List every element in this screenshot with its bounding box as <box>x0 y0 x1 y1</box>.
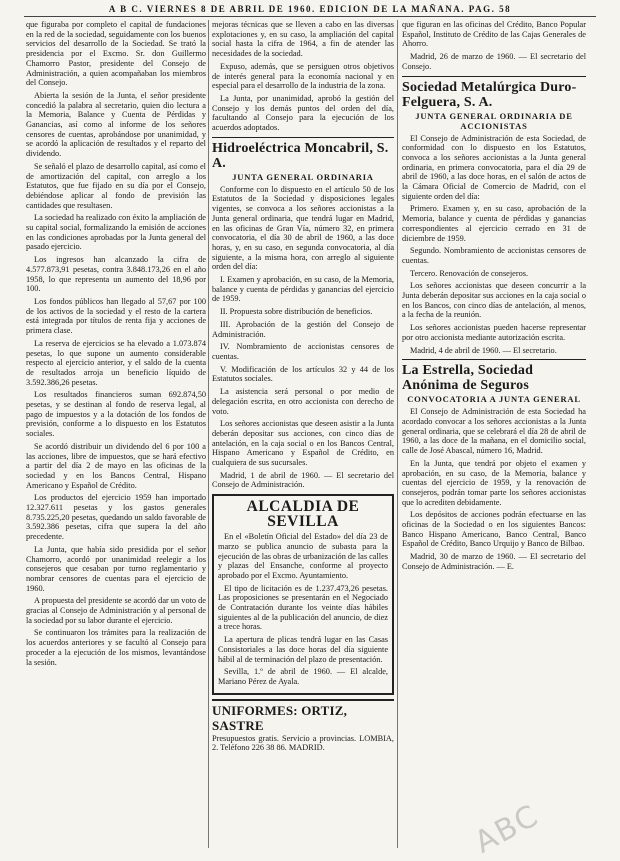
column-3 <box>402 20 586 848</box>
la-estrella-paragraph: Madrid, 30 de marzo de 1960. — El secretario del Consejo de Administración. — E. <box>402 552 586 571</box>
duro-felguera-paragraph: Los señores accionistas que deseen concurrir a la Junta deberán depositar sus acciones en la caja social o en los Bancos, con cinco días de antelación, al menos, a la fecha de la reunión. <box>402 281 586 320</box>
moncabril-title: Hidroeléctrica Moncabril, S. A. <box>212 140 389 171</box>
sevilla-notice-paragraph: El tipo de licitación es de 1.237.473,26 pesetas. Las proposiciones se presentarán en el Negociado de Contratación durante los veinte días hábiles siguientes al de la publicación del anuncio, de diez a trece horas. <box>218 583 388 632</box>
col1-paragraph: que figuraba por completo el capital de fundaciones en la red de la sociedad, seguidamente con los buenos servicios del desarrollo de la Sociedad. Se trató la presidencia por el Excmo. Sr. don Guillermo Chamorro Pastor, presidente del Consejo de Administración, a quien acompañaban los miembros del Consejo. <box>26 20 206 88</box>
col1-paragraph: Los resultados financieros suman 692.874,50 pesetas, y se destinan al fondo de reserva legal, al pago de impuestos y a la dotación de los fondos de previsión, conforme a lo dispuesto en los Estatutos sociales. <box>26 390 206 439</box>
col1-paragraph: La sociedad ha realizado con éxito la ampliación de su capital social, formalizando la emisión de acciones en las condiciones aprobadas por la Junta general del pasado ejercicio. <box>26 213 206 252</box>
column-rule-1 <box>208 20 209 848</box>
col1-paragraph: Los fondos públicos han llegado al 57,67 por 100 de los activos de la sociedad y el resto de la cartera está integrada por títulos de renta fija y acciones de primera clase. <box>26 296 206 336</box>
duro-felguera-subtitle: JUNTA GENERAL ORDINARIA DE ACCIONISTAS <box>415 110 573 131</box>
duro-felguera-paragraph: Segundo. Nombramiento de accionistas censores de cuentas. <box>402 246 586 265</box>
moncabril-paragraph: Los señores accionistas que deseen asistir a la Junta deberán depositar sus acciones, con cinco días de antelación, en la caja social o en los Bancos Central, Hispano Americano y Español de Crédito, en cualquiera de sus sucursales. <box>212 419 394 468</box>
moncabril-paragraph: Conforme con lo dispuesto en el artículo 50 de los Estatutos de la Sociedad y disposiciones legales vigentes, se convoca a los señores accionistas a la Junta general ordinaria, que tendrá lugar en Madrid, en las oficinas de Gran Vía, número 32, en primera convocatoria, el día 30 de abril de 1960, a las doce horas, y, en su caso, en segunda convocatoria, al día siguiente, a la misma hora, con arreglo al siguiente orden del día: <box>212 184 394 272</box>
col1-paragraph: Abierta la sesión de la Junta, el señor presidente concedió la palabra al secretario, quien dio lectura a la Memoria, Balance y Cuenta de Pérdidas y Ganancias, así como al informe de los señores censores de cuentas, aprobándose por unanimidad, y se acordó la aplicación de resultados y el reparto del dividendo. <box>26 90 206 159</box>
col1-paragraph: Se continuaron los trámites para la realización de los acuerdos anteriores y se facultó al Consejo para proceder a la ejecución de los mismos, levantándose la sesión. <box>26 628 206 667</box>
la-estrella-paragraph: Los depósitos de acciones podrán efectuarse en las oficinas de la Sociedad o en los siguientes Bancos: Banco Hispano Americano, Banco Central, Banco Español de Crédito, Banco Urquijo y Banco de Bilbao. <box>402 510 586 549</box>
col1-paragraph: A propuesta del presidente se acordó dar un voto de gracias al Consejo de Administración y al personal de la sociedad por su labor durante el ejercicio. <box>26 596 206 625</box>
duro-felguera-paragraph: Primero. Examen y, en su caso, aprobación de la Memoria, balance y cuenta de pérdidas y ganancias correspondientes al ejercicio cerrado en 31 de diciembre de 1959. <box>402 204 586 243</box>
sevilla-notice-title: ALCALDIA DE SEVILLA <box>246 498 360 531</box>
moncabril-paragraph: Madrid, 1 de abril de 1960. — El secretario del Consejo de Administración. <box>212 470 394 490</box>
col1-paragraph: La reserva de ejercicios se ha elevado a 1.073.874 pesetas, lo que supone un aumento considerable respecto al ejercicio anterior, y el saldo de la cuenta de resultados arroja un beneficio líquido de 3.592.386,26 pesetas. <box>26 338 206 387</box>
col3-paragraph: Madrid, 26 de marzo de 1960. — El secretario del Consejo. <box>402 52 586 71</box>
col1-paragraph: Los ingresos han alcanzado la cifra de 4.577.873,91 pesetas, contra 3.848.173,26 en el año 1958, lo que representa un aumento del 18,96 por 100. <box>26 255 206 294</box>
moncabril-paragraph: La asistencia será personal o por medio de delegación escrita, en otro accionista con derecho de voto. <box>212 387 394 416</box>
col2-paragraph: mejoras técnicas que se lleven a cabo en las diversas explotaciones y, en su caso, la ampliación del capital social hasta la cifra de 1964, a fin de atender las necesidades de la sociedad. <box>212 20 394 59</box>
col2-paragraph: Expuso, además, que se persiguen otros objetivos de interés general para la economía nacional y en especial para el desarrollo de la industria de la zona. <box>212 61 394 91</box>
uniformes-ad-text: Presupuestos gratis. Servicio a provincias. LOMBIA, 2. Teléfono 226 38 86. MADRID. <box>212 733 394 753</box>
uniformes-ad <box>212 699 394 753</box>
col1-paragraph: Se señaló el plazo de desarrollo capital, así como el de amortización del capital, con arreglo a los Estatutos, que fue fijado en su día por el Consejo, debiéndose aplicar al fondo de previsión las cantidades que resultasen. <box>26 161 206 210</box>
moncabril-subtitle: JUNTA GENERAL ORDINARIA <box>232 171 374 182</box>
la-estrella-paragraph: En la Junta, que tendrá por objeto el examen y aprobación, en su caso, de la Memoria, balance y cuentas del ejercicio de 1959, y la renovación de consejeros, podrán tomar parte los señores accionistas que lo acrediten debidamente. <box>402 458 586 507</box>
column-rule-2 <box>397 20 398 848</box>
moncabril-paragraph: II. Propuesta sobre distribución de beneficios. <box>220 307 373 317</box>
la-estrella-paragraph: El Consejo de Administración de esta Sociedad ha acordado convocar a los señores accionistas a la Junta general ordinaria, que se celebrará el día 28 de abril de 1960, a las doce de la mañana, en el domicilio social, calle de José Abascal, número 16, Madrid. <box>402 407 586 456</box>
col1-paragraph: La Junta, que había sido presidida por el señor Chamorro, acordó por unanimidad reelegir a los consejeros que cesaban por turno reglamentario y nombrar censores de cuentas para el ejercicio de 1960. <box>26 544 206 593</box>
moncabril-paragraph: IV. Nombramiento de accionistas censores de cuentas. <box>212 342 394 361</box>
duro-felguera-paragraph: Los señores accionistas pueden hacerse representar por otro accionista mediante autorización escrita. <box>402 323 586 342</box>
moncabril-paragraph: I. Examen y aprobación, en su caso, de la Memoria, balance y cuenta de pérdidas y ganancias del ejercicio de 1959. <box>212 275 394 304</box>
section-divider <box>402 76 586 77</box>
duro-felguera-paragraph: Madrid, 4 de abril de 1960. — El secretario. <box>410 345 557 355</box>
duro-felguera-paragraph: Tercero. Renovación de consejeros. <box>410 268 529 278</box>
uniformes-ad-title: UNIFORMES: ORTIZ, SASTRE <box>212 702 348 733</box>
duro-felguera-paragraph: El Consejo de Administración de esta Sociedad, de conformidad con lo dispuesto en los Estatutos, convoca a los señores accionistas a la Junta general ordinaria, en primera convocatoria, para el día 29 de abril de 1960, a las doce horas, en el salón de actos de la Cámara Oficial de Comercio de Madrid, con el siguiente orden del día: <box>402 133 586 201</box>
moncabril-paragraph: III. Aprobación de la gestión del Consejo de Administración. <box>212 319 394 339</box>
column-1 <box>26 20 206 848</box>
sevilla-notice-box <box>212 494 394 695</box>
la-estrella-title: La Estrella, Sociedad Anónima de Seguros <box>402 363 534 394</box>
section-divider <box>402 359 586 360</box>
col1-paragraph: Los productos del ejercicio 1959 han importado 12.327.611 pesetas y los gastos generales 8.735.225,20 pesetas, quedando un saldo favorable de 3.592.386 pesetas, cifra que supera la del año precedente. <box>26 493 206 542</box>
la-estrella-subtitle: CONVOCATORIA A JUNTA GENERAL <box>407 394 581 405</box>
page-header: A B C. VIERNES 8 DE ABRIL DE 1960. EDICION DE LA MAÑANA. PAG. 58 <box>24 4 596 17</box>
moncabril-paragraph: V. Modificación de los artículos 32 y 44 de los Estatutos sociales. <box>212 364 394 384</box>
col2-paragraph: La Junta, por unanimidad, aprobó la gestión del Consejo y los demás puntos del orden del día, facultando al Consejo para la ejecución de los acuerdos adoptados. <box>212 93 394 133</box>
abc-watermark: ABC <box>469 797 546 861</box>
sevilla-notice-paragraph: En el «Boletín Oficial del Estado» del día 23 de marzo se publica anuncio de subasta para la ejecución de las obras de urbanización de las calles y plazas del Ensanche, conforme al proyecto aprobado por el Excmo. Ayuntamiento. <box>218 532 389 580</box>
sevilla-notice-paragraph: Sevilla, 1.º de abril de 1960. — El alcalde, Mariano Pérez de Ayala. <box>218 667 388 686</box>
duro-felguera-title: Sociedad Metalúrgica Duro-Felguera, S. A. <box>402 79 577 110</box>
col1-paragraph: Se acordó distribuir un dividendo del 6 por 100 a las acciones, libre de impuestos, que se hará efectivo a partir del día 2 de mayo en las oficinas de la sociedad y en los Bancos Central, Hispano Americano y Español de Crédito. <box>26 441 206 490</box>
section-divider <box>212 137 394 138</box>
sevilla-notice-paragraph: La apertura de plicas tendrá lugar en las Casas Consistoriales a las doce horas del día siguiente hábil al de terminación del plazo de presentación. <box>218 635 388 664</box>
column-2 <box>212 20 394 848</box>
col3-paragraph: que figuran en las oficinas del Crédito, Banco Popular Español, Instituto de Crédito de las Cajas Generales de Ahorro. <box>402 20 586 49</box>
